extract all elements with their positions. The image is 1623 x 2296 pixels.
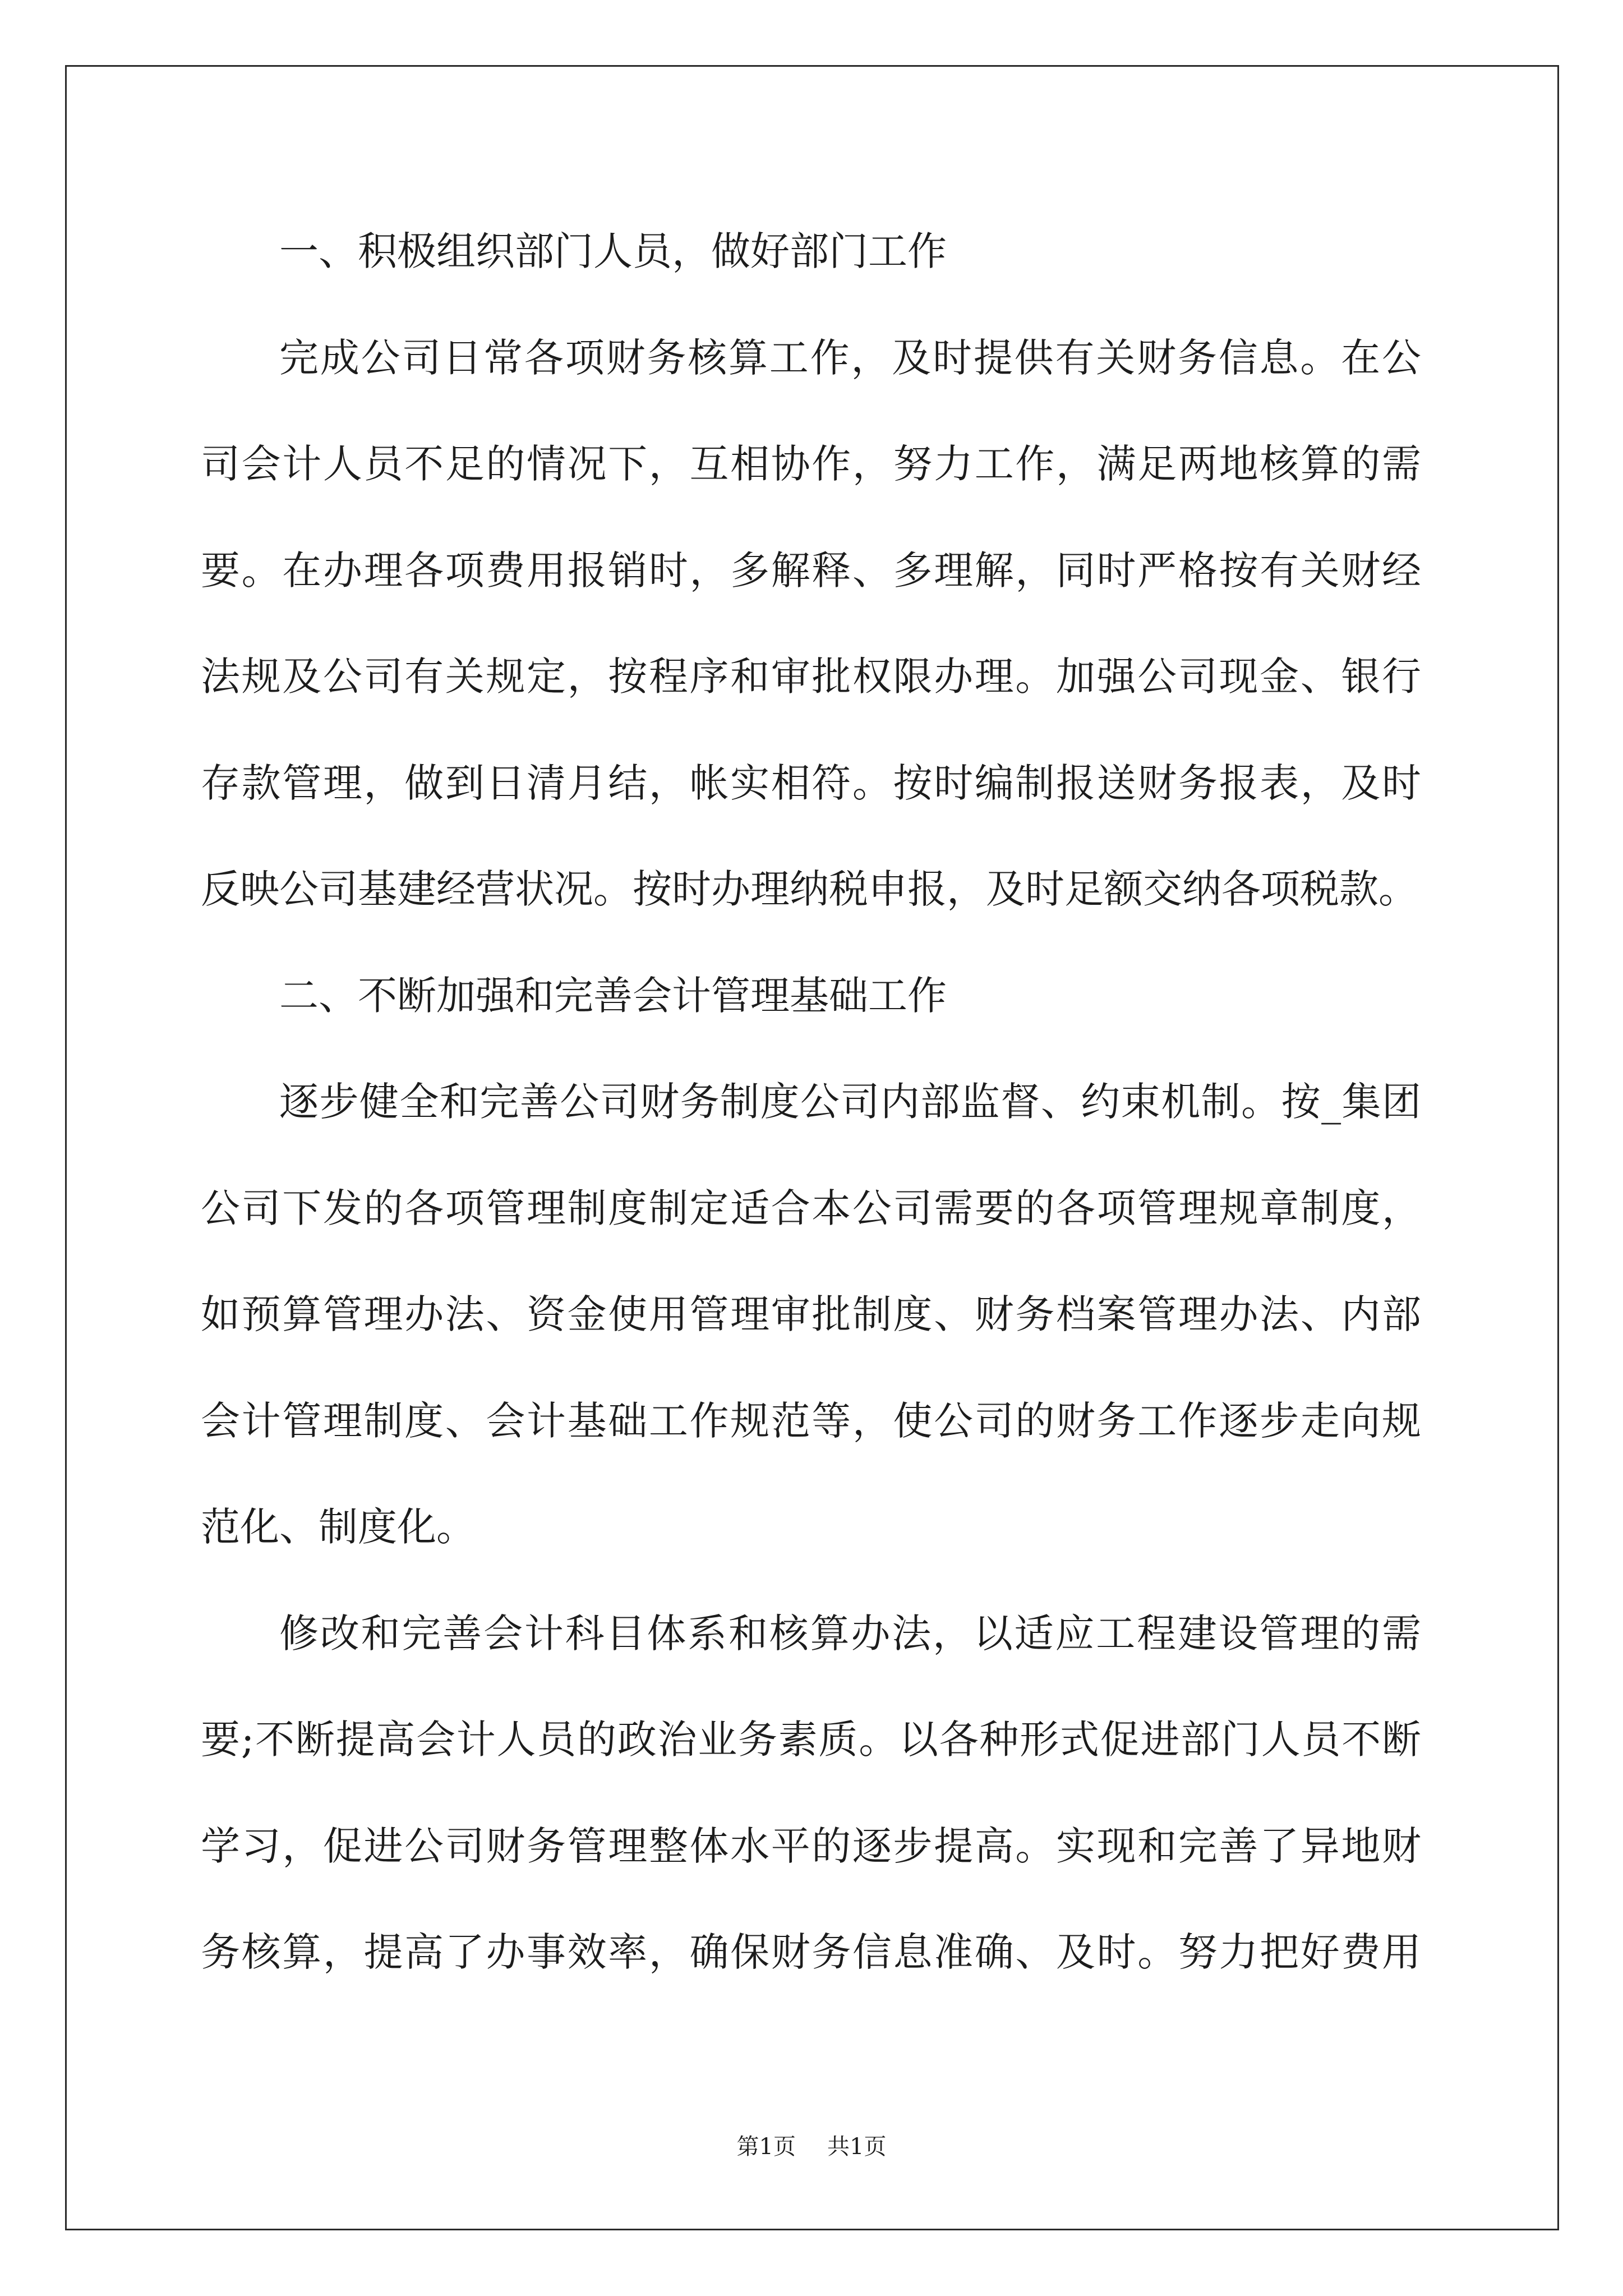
paragraph-line: 要;不断提高会计人员的政治业务素质。以各种形式促进部门人员不断 [201,1717,1421,1763]
paragraph-line: 反映公司基建经营状况。按时办理纳税申报，及时足额交纳各项税款。 [201,866,1418,912]
paragraph-line: 要。在办理各项费用报销时，多解释、多理解，同时严格按有关财经 [201,547,1421,593]
paragraph-line: 修改和完善会计科目体系和核算办法，以适应工程建设管理的需 [279,1610,1421,1657]
paragraph-line: 司会计人员不足的情况下，互相协作，努力工作，满足两地核算的需 [201,441,1421,487]
paragraph-line: 学习，促进公司财务管理整体水平的逐步提高。实现和完善了异地财 [201,1823,1421,1869]
paragraph-line: 会计管理制度、会计基础工作规范等，使公司的财务工作逐步走向规 [201,1397,1421,1444]
document-section [201,199,1421,943]
paragraph-line: 法规及公司有关规定，按程序和审批权限办理。加强公司现金、银行 [201,654,1421,700]
paragraph [201,1049,1421,1581]
page-number: 第1页 [736,2134,796,2160]
section-heading: 二、不断加强和完善会计管理基础工作 [279,972,947,1019]
document-section [201,943,1421,2006]
paragraph-line: 范化、制度化。 [201,1504,476,1550]
paragraph-line: 逐步健全和完善公司财务制度公司内部监督、约束机制。按_集团 [279,1079,1421,1125]
document-body [201,199,1421,2006]
paragraph-line: 务核算，提高了办事效率，确保财务信息准确、及时。努力把好费用 [201,1929,1421,1975]
paragraph-line: 公司下发的各项管理制度制定适合本公司需要的各项管理规章制度， [201,1185,1421,1231]
page-footer [0,2132,1623,2162]
paragraph-line: 如预算管理办法、资金使用管理审批制度、财务档案管理办法、内部 [201,1291,1421,1337]
paragraph [201,1581,1421,2006]
page-total: 共1页 [827,2134,887,2160]
paragraph-line: 存款管理，做到日清月结，帐实相符。按时编制报送财务报表，及时 [201,760,1421,806]
section-heading: 一、积极组织部门人员，做好部门工作 [279,228,947,274]
paragraph-line: 完成公司日常各项财务核算工作，及时提供有关财务信息。在公 [279,334,1421,381]
paragraph [201,305,1421,943]
